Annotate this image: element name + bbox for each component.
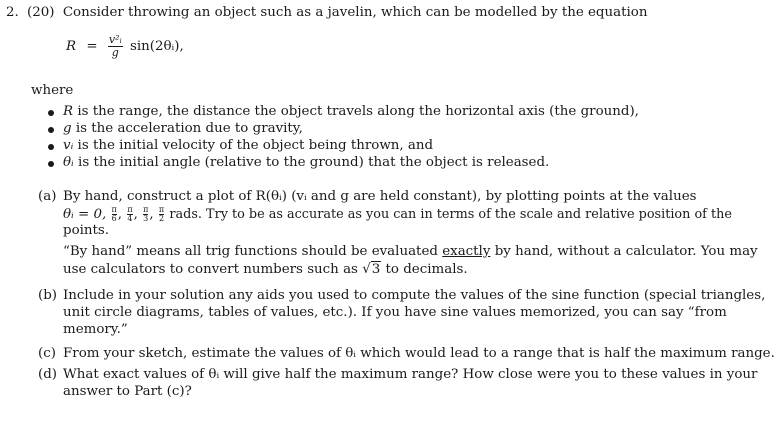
definition-var: R (63, 104, 74, 119)
part-a-line-5 (63, 262, 468, 278)
fraction-num: π (111, 205, 117, 214)
part-d-line-1: What exact values of θᵢ will give half the maximum range? How close were you to these values in your (63, 367, 758, 382)
problem-number (6, 5, 647, 21)
where-label: where (31, 83, 74, 98)
definition-4 (63, 155, 549, 171)
fraction-pi-4 (127, 206, 132, 223)
definition-text: is the acceleration due to gravity, (75, 121, 303, 136)
fraction-num: π (127, 205, 133, 214)
part-a-line-4 (63, 244, 758, 260)
part-a-line-5-a: use calculators to convert numbers such as (63, 262, 358, 277)
part-b-label: (b) (38, 288, 58, 303)
equation-function: sin(2θᵢ), (129, 39, 184, 54)
exactly-underlined: exactly (442, 244, 491, 259)
fraction-den: 4 (127, 214, 133, 223)
number-text: 2. (6, 5, 19, 20)
bullet-3 (48, 144, 54, 150)
bullet-2 (48, 127, 54, 133)
fraction-den: 2 (158, 214, 165, 223)
intro-text: Consider throwing an object such as a javelin, which can be modelled by the equation (62, 5, 648, 20)
fraction-pi-3 (143, 206, 148, 223)
part-b-line-3: memory.” (63, 322, 128, 337)
equation-lhs: R (66, 39, 77, 54)
fraction-num: π (143, 205, 149, 214)
fraction-pi-6 (112, 206, 117, 223)
part-c-label: (c) (38, 346, 56, 361)
fraction-pi-2 (159, 206, 164, 223)
part-d-label: (d) (38, 367, 58, 382)
part-c-line-1: From your sketch, estimate the values of θᵢ which would lead to a range that is half the maximum range. (63, 346, 775, 361)
equation-equals: = (86, 39, 98, 54)
part-a-line-2: θᵢ = 0, $\frac{\pi}{6}$ , $\frac{\pi}{4}$ , $\frac{\pi}{3}$ , $\frac{\pi}{2}$ rads. Try to be as accurate as you can in terms of the scale and relative position of the (63, 205, 732, 223)
part-a-line-3: points. (63, 223, 110, 238)
fraction-den: 6 (111, 214, 117, 223)
definition-text: is the initial velocity of the object being thrown, and (77, 138, 434, 153)
part-a-line-4-a: “By hand” means all trig functions should be evaluated (63, 244, 438, 259)
definition-1 (63, 104, 639, 120)
bullet-4 (48, 161, 54, 167)
definition-3 (63, 138, 433, 154)
equation (66, 34, 184, 59)
theta-values-prefix: θᵢ = 0, (63, 207, 107, 222)
sqrt-3: √3 (362, 262, 381, 277)
part-a-line-5-b: to decimals. (385, 262, 468, 277)
part-d-line-2: answer to Part (c)? (63, 384, 192, 399)
part-b-line-1: Include in your solution any aids you used to compute the values of the sine function (special triangles, (63, 288, 766, 303)
equation-numerator: v²ᵢ (108, 33, 122, 46)
definition-text: is the range, the distance the object travels along the horizontal axis (the ground), (77, 104, 639, 119)
part-a-line-4-b: by hand, without a calculator. You may (494, 244, 758, 259)
definition-text: is the initial angle (relative to the ground) that the object is released. (78, 155, 550, 170)
fraction-den: 3 (143, 214, 149, 223)
equation-fraction (108, 34, 123, 59)
part-b-line-2: unit circle diagrams, tables of values, etc.). If you have sine values memorized, you can say “from (63, 305, 727, 320)
definition-var: g (63, 121, 72, 136)
part-a-label: (a) (38, 189, 57, 204)
part-a-line-1: By hand, construct a plot of R(θᵢ) (vᵢ and g are held constant), by plotting points at the values (63, 189, 697, 204)
points-text: (20) (27, 5, 55, 20)
part-a-line-2-text: rads. Try to be as accurate as you can in terms of the scale and relative position of the (169, 207, 732, 222)
definition-var: θᵢ (63, 155, 74, 170)
fraction-num: π (158, 205, 165, 214)
definition-var: vᵢ (63, 138, 74, 153)
definition-2 (63, 121, 303, 137)
sqrt-radicand: 3 (371, 262, 381, 277)
equation-denominator: g (111, 46, 119, 59)
bullet-1 (48, 110, 54, 116)
